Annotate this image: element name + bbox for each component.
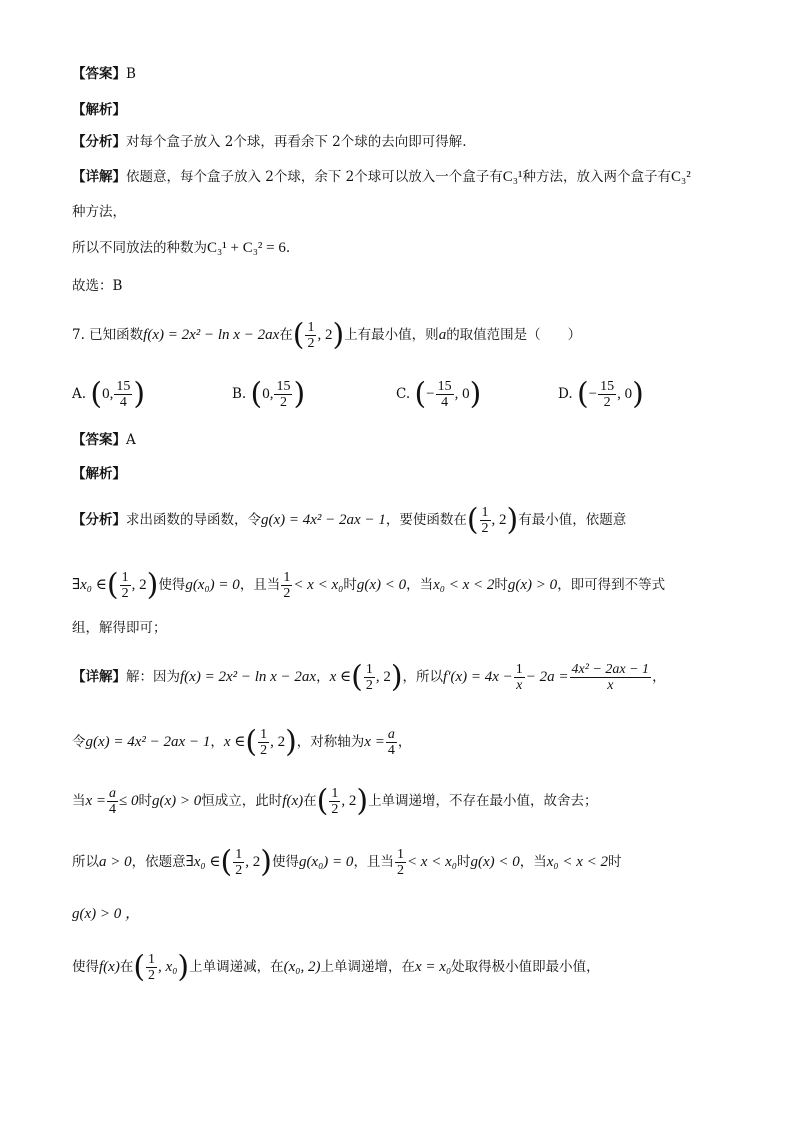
xiangjie-text: 种方法，: [72, 204, 126, 220]
fenxi-text: ，且当: [239, 577, 281, 593]
xiangjie-text: 使得: [72, 959, 99, 975]
combination-c32: C₃²: [671, 169, 691, 185]
paren: ): [469, 376, 482, 412]
fenxi-text: 组，解得即可；: [72, 620, 167, 636]
f-of-x: f(x): [282, 793, 304, 809]
numerator: 1: [283, 570, 291, 585]
choice-line: [72, 276, 734, 296]
fenxi-text: 对每个盒子放入 2个球，再看余下 2个球的去向即可得解.: [126, 134, 467, 150]
f-prime: f′(x) = 4x −: [443, 669, 513, 685]
answer7-line: [72, 430, 734, 450]
stem-text: 上有最小值，则: [344, 327, 439, 343]
interval-end: , 2: [270, 734, 286, 750]
xiangjie-text: ，依题意: [131, 854, 186, 870]
option-letter: D.: [558, 386, 573, 402]
exists-x0: ∃x₀ ∈: [72, 577, 107, 593]
option-letter: B.: [232, 386, 247, 402]
g-x0-zero: g(x₀) = 0: [298, 854, 354, 870]
answer7-xiangjie-6: [72, 949, 734, 985]
sum-line: [72, 238, 734, 258]
paren: ): [506, 502, 519, 538]
option-fraction: [114, 379, 132, 410]
numerator: 1: [148, 952, 156, 967]
interval-end: , 2: [131, 577, 147, 593]
denominator: 2: [235, 863, 243, 878]
paren: ): [146, 567, 159, 603]
xiangjie-text: ，: [652, 669, 666, 685]
xiangjie-text: ，且当: [353, 854, 394, 870]
paren: (: [133, 949, 146, 985]
le-zero: ≤ 0: [119, 793, 139, 809]
numerator: 1: [235, 847, 243, 862]
denominator: x: [607, 678, 614, 693]
xiangjie-text: 解：因为: [126, 669, 180, 685]
answer-line: [72, 64, 734, 84]
fenxi-text: ，当: [406, 577, 434, 593]
fenxi-tag: 【分析】: [72, 512, 126, 528]
numerator: 15: [276, 379, 291, 394]
paren: (: [351, 659, 363, 695]
option-letter: A.: [72, 386, 87, 402]
answer7-xiangjie-1: [72, 659, 734, 695]
paren: ): [332, 317, 345, 353]
numerator: 1: [481, 505, 489, 520]
denominator: 4: [109, 802, 117, 817]
numerator: 1: [307, 320, 315, 335]
numerator: 4x² − 2ax − 1: [571, 662, 650, 677]
fenxi-text: 求出函数的导函数，令: [126, 512, 261, 528]
paren: (: [466, 502, 479, 538]
paren: ): [293, 376, 306, 412]
fenxi-tag: 【分析】: [72, 134, 126, 150]
axis-x: x =: [364, 734, 385, 750]
denominator: 4: [119, 395, 127, 410]
answer7-fenxi-2: [72, 567, 734, 603]
numerator: 15: [437, 379, 452, 394]
xiangjie-text: 上单调递增，不存在最小值，故舍去；: [368, 793, 598, 809]
numerator: 15: [116, 379, 131, 394]
numerator: 1: [260, 727, 268, 742]
sum-suffix: .: [285, 240, 291, 256]
option-fraction: [436, 379, 454, 410]
paren: ): [260, 844, 272, 880]
fenxi-text: ，即可得到不等式: [557, 577, 666, 593]
g-positive: g(x) > 0: [152, 793, 202, 809]
paren: ): [177, 949, 190, 985]
sum-formula: C₃¹ + C₃² = 6: [207, 240, 286, 256]
numerator: 1: [515, 662, 523, 677]
xiangjie-text: 所以: [72, 854, 99, 870]
inequality: x₀ < x < 2: [546, 854, 609, 870]
xiangjie-text: 时: [608, 854, 622, 870]
g-negative: g(x) < 0: [356, 577, 407, 593]
numerator: 1: [396, 847, 404, 862]
interval-end: , 2: [317, 327, 333, 343]
question-number: 7. 已知函数: [72, 327, 144, 343]
xiangjie-text: 上单调递减，在: [189, 959, 284, 975]
answer7-xiangjie-3: [72, 783, 734, 819]
denominator: 2: [481, 521, 489, 536]
negative-sign: −: [426, 386, 435, 402]
denominator: 2: [365, 678, 373, 693]
analysis-tag: 【解析】: [72, 102, 126, 118]
denominator: 2: [331, 802, 339, 817]
interval-end: , 2: [341, 793, 357, 809]
denominator: 2: [396, 863, 404, 878]
denominator: x: [516, 678, 523, 693]
g-positive: g(x) > 0 ，: [72, 906, 141, 922]
option-letter: C.: [396, 386, 411, 402]
xiangjie-text: 在: [119, 959, 134, 975]
paren: ): [390, 659, 403, 695]
f-definition: f(x) = 2x² − ln x − 2ax: [180, 669, 317, 685]
answer-value: B: [126, 66, 136, 82]
paren: ): [356, 783, 369, 819]
minus-2a: − 2a =: [525, 669, 569, 685]
option-c: C. (− $\frac{15}{4}$ , 0): [396, 376, 482, 412]
paren: (: [220, 844, 233, 880]
paren: ): [285, 724, 297, 760]
fraction-half: [364, 662, 375, 693]
xiangjie-tag: 【详解】: [72, 669, 126, 685]
numerator: a: [387, 727, 395, 742]
answer-tag: 【答案】: [72, 432, 126, 448]
xiangjie-tag: 【详解】: [72, 169, 126, 185]
paren: ): [632, 376, 644, 412]
sum-text: 所以不同放法的种数为: [72, 240, 207, 256]
denominator: 4: [387, 743, 395, 758]
denominator: 2: [307, 336, 315, 351]
options: [72, 372, 732, 416]
fenxi-text: 有最小值，依题意: [518, 512, 627, 528]
interval-end: , 2: [375, 669, 391, 685]
fenxi-line: [72, 132, 734, 152]
fraction-half: [480, 505, 491, 536]
xiangjie-text: 当: [72, 793, 86, 809]
interval-end: , 2: [245, 854, 261, 870]
g-positive: g(x) > 0: [507, 577, 558, 593]
xiangjie-text: 种方法，放入两个盒子有: [522, 169, 671, 185]
stem-text: 的取值范围是（ ）: [446, 327, 582, 343]
fenxi-text: 时: [343, 577, 357, 593]
xiangjie-text: 令: [72, 734, 86, 750]
xiangjie-text: ，所以: [402, 669, 444, 685]
numerator: 1: [121, 570, 129, 585]
denominator: 2: [260, 743, 268, 758]
inequality: < x < x₀: [406, 854, 457, 870]
numerator: 1: [365, 662, 373, 677]
analysis-heading: [72, 100, 734, 120]
xiangjie-text: 时: [138, 793, 153, 809]
x-eq-x0: x = x₀: [415, 959, 452, 975]
xiangjie-text: ，对称轴为: [296, 734, 365, 750]
x-in: x ∈: [329, 669, 352, 685]
stem-text: 在: [279, 327, 293, 343]
a-positive: a > 0: [99, 854, 132, 870]
analysis-tag: 【解析】: [72, 466, 126, 482]
answer-tag: 【答案】: [72, 66, 126, 82]
inequality: < x < x₀: [293, 577, 344, 593]
paren: (: [576, 376, 589, 412]
option-d: D. (− $\frac{15}{2}$ , 0): [558, 376, 644, 412]
choice-text: 故选：B: [72, 278, 123, 294]
interval-left: 0: [262, 386, 270, 402]
paren: (: [90, 376, 103, 412]
denominator: 2: [121, 586, 129, 601]
fraction-a-over-4: [107, 786, 118, 817]
answer7-xiangjie-5: [72, 904, 734, 924]
variable-a: a: [438, 327, 447, 343]
denominator: 2: [603, 395, 611, 410]
numerator: a: [109, 786, 117, 801]
xiangjie-line-2: [72, 202, 734, 222]
answer-value: A: [126, 432, 136, 448]
paren: (: [106, 567, 119, 603]
xiangjie-text: 时: [456, 854, 471, 870]
xiangjie-text: ，: [397, 734, 412, 750]
paren: (: [316, 783, 329, 819]
fraction-half: [233, 847, 244, 878]
fenxi-text: ，要使函数在: [385, 512, 467, 528]
fraction-half: [395, 847, 406, 878]
option-fraction: [598, 379, 616, 410]
numerator: 15: [600, 379, 615, 394]
fenxi-text: 使得: [158, 577, 186, 593]
g-definition: g(x) = 4x² − 2ax − 1: [85, 734, 211, 750]
inequality: x₀ < x < 2: [433, 577, 495, 593]
fraction-half: [258, 727, 269, 758]
paren: (: [414, 376, 427, 412]
g-x0-zero: g(x₀) = 0: [185, 577, 240, 593]
fenxi-text: 时: [494, 577, 508, 593]
denominator: 2: [283, 586, 291, 601]
function-definition: f(x) = 2x² − ln x − 2ax: [143, 327, 280, 343]
interval-left: 0: [102, 386, 110, 402]
answer7-analysis-heading: [72, 464, 734, 484]
denominator: 2: [279, 395, 287, 410]
g-definition: g(x) = 4x² − 2ax − 1: [261, 512, 386, 528]
option-fraction: [274, 379, 292, 410]
combination-c31: C₃¹: [502, 169, 523, 185]
fraction-half: [146, 952, 157, 983]
question-7-stem: [72, 317, 734, 353]
option-b: B. (0, $\frac{15}{2}$ ): [232, 376, 306, 412]
paren: ): [133, 376, 146, 412]
paren: (: [292, 317, 305, 353]
interval-end: , 2: [491, 512, 507, 528]
exists-x0: ∃x₀ ∈: [185, 854, 221, 870]
fraction-half: [281, 570, 292, 601]
interval-x0-2: (x₀, 2): [283, 959, 321, 975]
answer7-xiangjie-2: [72, 724, 734, 760]
answer7-fenxi-1: [72, 502, 734, 538]
xiangjie-text: ，当: [519, 854, 547, 870]
fraction-one-over-x: [514, 662, 525, 693]
xiangjie-text: 使得: [271, 854, 299, 870]
xiangjie-line: [72, 167, 734, 187]
paren: (: [245, 724, 258, 760]
paren: (: [250, 376, 263, 412]
axis-x: x =: [85, 793, 107, 809]
fraction-half: [329, 786, 340, 817]
fraction-half: [120, 570, 131, 601]
g-negative: g(x) < 0: [470, 854, 520, 870]
xiangjie-text: 处取得极小值即最小值，: [451, 959, 600, 975]
fraction-a-over-4: [386, 727, 397, 758]
answer7-xiangjie-4: [72, 844, 734, 880]
xiangjie-text: 依题意，每个盒子放入 2个球，余下 2个球可以放入一个盒子有: [126, 169, 503, 185]
xiangjie-text: ，: [210, 734, 224, 750]
answer7-fenxi-3: [72, 618, 734, 638]
fraction-derivative: [570, 662, 652, 693]
xiangjie-text: 在: [303, 793, 317, 809]
fraction-half: [305, 320, 316, 351]
denominator: 4: [441, 395, 449, 410]
xiangjie-text: 上单调递增，在: [320, 959, 416, 975]
xiangjie-text: ，: [316, 669, 330, 685]
negative-sign: −: [588, 386, 598, 402]
option-a: A. (0, $\frac{15}{4}$ ): [72, 376, 146, 412]
interval-end: , x₀: [158, 959, 178, 975]
numerator: 1: [331, 786, 339, 801]
x-in: x ∈: [223, 734, 246, 750]
xiangjie-text: 恒成立，此时: [201, 793, 283, 809]
denominator: 2: [148, 968, 156, 983]
f-of-x: f(x): [99, 959, 120, 975]
